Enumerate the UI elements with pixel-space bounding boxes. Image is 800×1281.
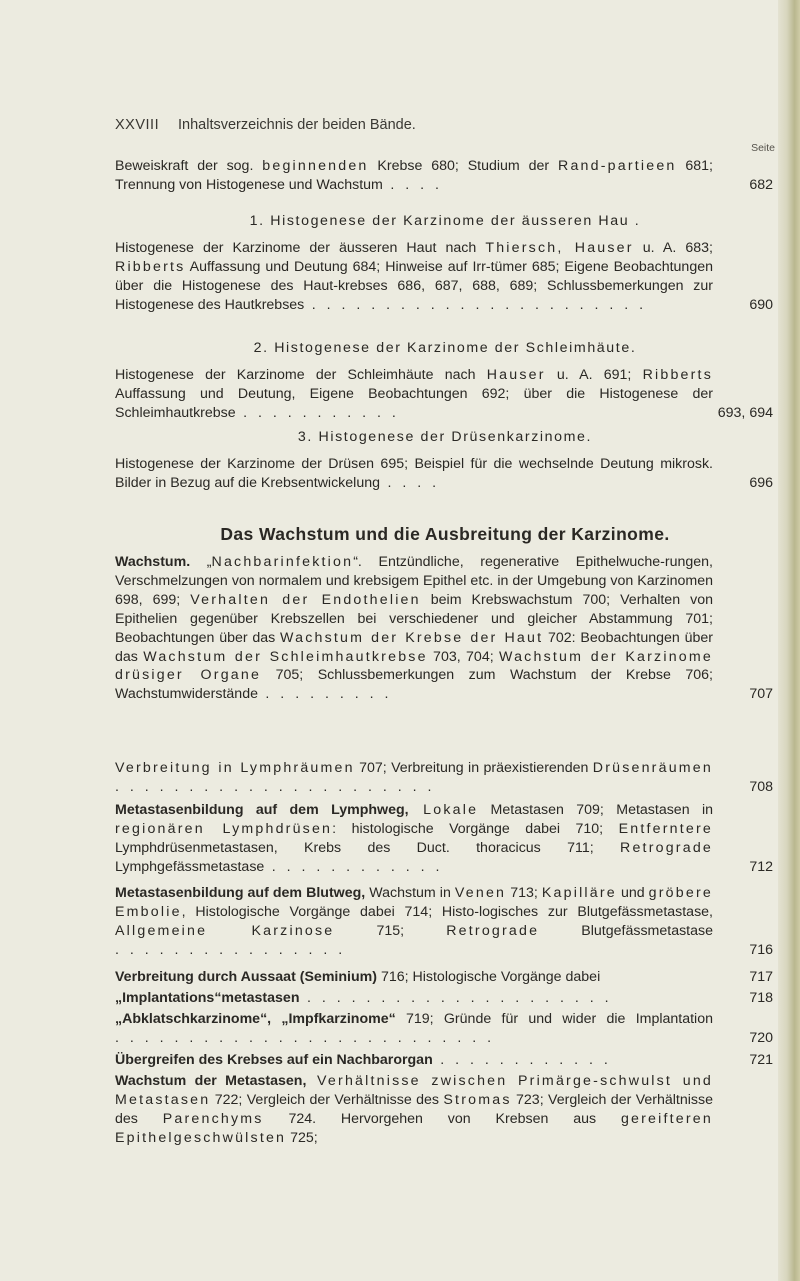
entry-text: Krebse 680; Studium der [368,158,558,174]
section-heading-2: 2. Histogenese der Karzinome der Schleimhäute. [253,340,637,356]
toc-entry-beweiskraft [115,157,773,195]
entry-text: Histogenese der Karzinome der Drüsen 695; Beispiel für die wechselnde Deutung mikrosk. Bilder in Bezug auf die Krebsentwickelung [115,456,713,491]
entry-page-number: 717 [749,969,773,985]
entry-text: Wachstum in [365,885,455,901]
entry-text: 705; Schlussbemerkungen zum Wachstum der Krebse 706; Wachstumwiderstände [115,667,714,703]
entry-page-number: 718 [749,990,773,1006]
entry-bold-lead: Wachstum. [115,554,191,570]
entry-text: 681; Trennung von Histogenese und Wachstum [115,158,713,193]
chapter-heading: Das Wachstum und die Ausbreitung der Karzinome. [220,524,670,544]
entry-spaced-text: Retrograde [620,839,713,856]
toc-entry-implantationsmetastasen [115,989,773,1008]
entry-text: 723; Vergleich der Verhältnisse des [115,1091,713,1127]
entry-bold-lead: „Implantations“metastasen [115,990,300,1006]
dot-leader: . . . . . . . . . . . . . . . . . . . . . . . . . . [115,1029,495,1046]
page-number: XXVIII [115,117,160,133]
page-edge [778,0,800,1281]
entry-text: 715; [334,922,447,939]
toc-entry-histogenese-schleimhaut [115,366,773,423]
entry-spaced-text: Stromas [443,1091,512,1108]
toc-entry-verbreitung-lymph [115,759,773,797]
entry-spaced-text: Verhalten der Endothelien [190,591,421,608]
dot-leader: . . . . . . . . . . . . . . . . . . . . . [299,990,613,1006]
entry-bold-lead: Metastasenbildung auf dem Blutweg, [115,885,366,901]
entry-text: Blutgefässmetastase [539,922,714,939]
entry-spaced-text: Verbreitung in Lymphräumen [115,760,355,776]
running-header [115,117,775,139]
entry-text: beim Krebswachstum 700; Verhalten von Epithelien gegenüber Krebszellen bei verschiedener und gleicher Abstammung 701; Beobachtungen über das [115,591,713,646]
entry-page-number: 716 [749,941,773,958]
entry-page-number: 712 [749,858,773,875]
entry-spaced-text: gereifteren Epithelgeschwülsten [115,1110,713,1146]
entry-spaced-text: Drüsenräumen [592,760,713,776]
toc-entry-aussaat [115,968,773,987]
toc-entry-metastasen-blutweg [115,884,773,960]
section-heading-3: 3. Histogenese der Drüsenkarzinome. [297,429,593,445]
entry-page-number: 708 [749,778,773,795]
entry-text: Lymphgefässmetastase [115,858,265,875]
entry-text: Metastasen 709; Metastasen in [478,802,714,818]
entry-page-number: 696 [749,474,773,491]
entry-spaced-text: Wachstum der Krebse der Haut [280,629,544,646]
entry-text: , Histologische Vorgänge dabei 714; Histo-logisches zur Blutgefässmetastase, [181,903,713,920]
dot-leader: . . . . . . . . . . . [235,404,400,421]
dot-leader: . . . . [382,176,443,193]
toc-entry-abklatschkarzinome [115,1010,773,1048]
entry-page-number: 693, 694 [717,404,773,421]
entry-spaced-text: Thiersch, Hauser [485,240,634,256]
toc-entry-histogenese-haut [115,239,773,315]
running-title: Inhaltsverzeichnis der beiden Bände. [178,117,416,133]
entry-page-number: 690 [749,296,773,313]
entry-text: Auffassung und Deutung, Eigene Beobachtungen 692; über die Histogenese der Schleimhautkrebse [115,385,713,421]
entry-spaced-text: gröbere Embolie [115,885,713,920]
entry-text: Histogenese der Karzinome der äusseren Haut nach [115,240,486,256]
entry-page-number: 707 [749,686,773,703]
entry-spaced-text: regionären Lymphdrüsen [115,820,333,837]
entry-text: Histogenese der Karzinome der Schleimhäute nach [115,367,487,383]
entry-spaced-text: Wachstum der Karzinome drüsiger Organe [115,648,713,684]
entry-spaced-text: Entferntere [618,820,713,837]
entry-spaced-text: Ribberts [642,367,713,383]
entry-text: 707; Verbreitung in präexistierenden [354,760,593,776]
entry-spaced-text: Ribberts [115,258,186,275]
entry-bold-lead: Metastasenbildung auf dem Lymphweg, [115,802,409,818]
entry-spaced-text: Kapilläre [541,885,617,901]
entry-text: 702: Beobachtungen über das [115,629,713,665]
toc-entry-wachstum-metastasen [115,1072,773,1148]
entry-bold-lead: Verbreitung durch Aussaat (Seminium) [115,969,377,985]
entry-bold-lead: Übergreifen des Krebses auf ein Nachbarorgan [115,1052,433,1068]
entry-text: Lymphdrüsenmetastasen, Krebs des Duct. thoracicus 711; [115,839,621,856]
entry-spaced-text: Hauser [486,367,546,383]
dot-leader: . . . . . . . . . . . . . . . . . . . . . . [115,778,435,795]
entry-spaced-text: Lokale [408,802,479,818]
entry-spaced-text: Verhältnisse zwischen Primärge-schwulst und Metastasen [115,1073,713,1108]
entry-page-number: 720 [749,1029,773,1046]
entry-page-number: 682 [749,176,773,193]
entry-text: und [616,885,649,901]
toc-entry-wachstum [115,553,773,704]
entry-spaced-text: Nachbarinfektion [211,554,354,570]
entry-text: 722; Vergleich der Verhältnisse des [210,1091,444,1108]
dot-leader: . . . . . . . . . . . . . . . . [115,941,346,958]
entry-spaced-text: Retrograde [446,922,540,939]
entry-text: u. A. 683; [633,240,713,256]
entry-text: „ [190,554,212,570]
entry-page-number: 721 [749,1052,773,1068]
entry-text: 719; Gründe für und wider die Implantation [395,1011,713,1027]
entry-spaced-text: Rand-partieen [558,158,677,174]
entry-text: : histologische Vorgänge dabei 710; [332,820,619,837]
entry-bold-lead: „Abklatschkarzinome“, „Impfkarzinome“ [115,1011,396,1027]
entry-text: Beweiskraft der sog. [115,158,263,174]
entry-spaced-text: Allgemeine Karzinose [115,922,335,939]
page-column-label: Seite [751,142,775,154]
dot-leader: . . . . [380,474,440,491]
entry-bold-lead: Wachstum der Metastasen, [115,1073,307,1089]
entry-text: “. Entzündliche, regenerative Epithelwuche-rungen, Verschmelzungen von normalem und krebsigem Epithel etc. in der Umgebung von Karzinomen 698, 699; [115,554,714,608]
entry-text: u. A. 691; [545,367,643,383]
toc-entry-uebergreifen [115,1051,773,1070]
entry-spaced-text: Parenchyms [162,1110,264,1127]
entry-text: Auffassung und Deutung 684; Hinweise auf Irr-tümer 685; Eigene Beobachtungen über die Histogenese des Haut-krebses 686, 687, 688, 689; Schlussbemerkungen zur Histogenese des Hautkrebses [115,258,713,313]
dot-leader: . . . . . . . . . [257,686,392,703]
entry-text: 725; [286,1129,318,1146]
entry-text: 724. Hervorgehen von Krebsen aus [263,1110,621,1127]
dot-leader: . . . . . . . . . . . . [432,1052,612,1068]
dot-leader: . . . . . . . . . . . . . . . . . . . . . . . [304,296,647,313]
entry-text: 703, 704; [427,648,500,665]
toc-entry-histogenese-druesen [115,455,773,493]
entry-text: 716; Histologische Vorgänge dabei [377,969,601,985]
toc-entry-metastasen-lymphweg [115,801,773,877]
entry-spaced-text: beginnenden [262,158,369,174]
entry-spaced-text: Wachstum der Schleimhautkrebse [143,648,428,665]
entry-text: 713; [506,885,542,901]
dot-leader: . . . . . . . . . . . . [264,858,443,875]
section-heading-1: 1. Histogenese der Karzinome der äusseren Hau . [249,213,641,229]
entry-spaced-text: Venen [454,885,507,901]
